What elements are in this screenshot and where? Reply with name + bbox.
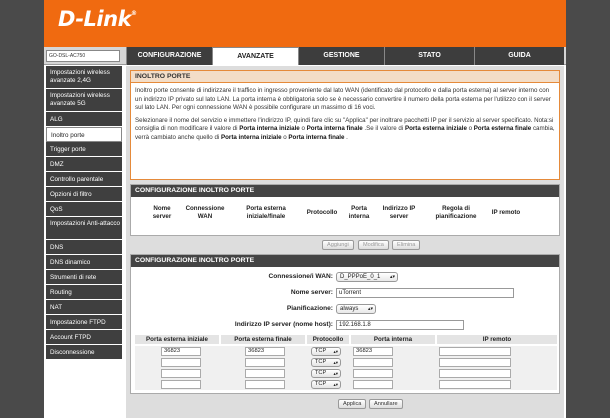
tab-gestione[interactable]: GESTIONE [298, 47, 384, 65]
rules-table-title: CONFIGURAZIONE INOLTRO PORTE [131, 185, 559, 197]
chevron-updown-icon: ▴▾ [333, 349, 338, 354]
wan-select[interactable]: D_PPPoE_0_1 ▴▾ [336, 272, 398, 282]
ext-start-input[interactable] [161, 380, 201, 389]
remote-ip-input[interactable] [439, 380, 511, 389]
tab-guida[interactable]: GUIDA [474, 47, 564, 65]
intro-text [131, 83, 559, 147]
chevron-updown-icon: ▴▾ [333, 382, 338, 387]
delete-button[interactable]: Elimina [392, 240, 420, 250]
internal-port-input[interactable] [353, 380, 393, 389]
main-tabs [126, 47, 564, 65]
col-protocollo-form: Protocollo [307, 335, 349, 344]
col-porta-esterna-finale: Porta esterna finale [221, 335, 305, 344]
server-ip-label: Indirizzo IP server (nome host): [234, 321, 333, 328]
sidebar-item-strumenti-rete[interactable]: Strumenti di rete [46, 270, 122, 285]
rule-form-title: CONFIGURAZIONE INOLTRO PORTE [131, 255, 559, 267]
protocol-select[interactable]: TCP ▴▾ [311, 358, 341, 367]
col-nome-server: Nome server [152, 205, 172, 220]
col-porta-esterna: Porta esterna iniziale/finale [246, 205, 286, 220]
remote-ip-input[interactable] [439, 358, 511, 367]
ext-end-input[interactable]: 36823 [245, 347, 285, 356]
ext-end-input[interactable] [245, 369, 285, 378]
server-name-input[interactable]: uTorrent [336, 288, 514, 298]
apply-button[interactable]: Applica [338, 399, 366, 409]
schedule-select[interactable]: always ▴▾ [336, 304, 376, 314]
chevron-updown-icon: ▴▾ [389, 274, 395, 280]
protocol-select[interactable]: TCP ▴▾ [311, 347, 341, 356]
ext-end-input[interactable] [245, 380, 285, 389]
main-content [126, 66, 564, 418]
col-ip-remoto-form: IP remoto [437, 335, 557, 344]
sidebar-item-nat[interactable]: NAT [46, 300, 122, 315]
remote-ip-input[interactable] [439, 369, 511, 378]
sidebar-item-controllo-parentale[interactable]: Controllo parentale [46, 172, 122, 187]
tab-stato[interactable]: STATO [384, 47, 474, 65]
col-porta-esterna-iniziale: Porta esterna iniziale [135, 335, 219, 344]
schedule-label: Pianificazione: [286, 305, 333, 312]
sidebar-item-account-ftpd[interactable]: Account FTPD [46, 330, 122, 345]
internal-port-input[interactable]: 36823 [353, 347, 393, 356]
edit-button[interactable]: Modifica [358, 240, 389, 250]
internal-port-input[interactable] [353, 369, 393, 378]
col-protocollo: Protocollo [306, 208, 338, 216]
sidebar-item-dns-dinamico[interactable]: DNS dinamico [46, 255, 122, 270]
server-name-label: Nome server: [290, 289, 333, 296]
rule-form-section [130, 254, 560, 394]
sidebar-item-opzioni-filtro[interactable]: Opzioni di filtro [46, 187, 122, 202]
protocol-select[interactable]: TCP ▴▾ [311, 369, 341, 378]
nav-bar [44, 47, 566, 65]
intro-title: INOLTRO PORTE [131, 71, 559, 83]
intro-section [130, 70, 560, 180]
chevron-updown-icon: ▴▾ [367, 306, 373, 312]
intro-paragraph-2: Selezionare il nome del servizio e immettere l'indirizzo IP, quindi fare clic su "Applica" per inoltrare pacchetti IP per il servizio al server specificato. Nota:si consiglia di non modificare il valore di Porta interna iniziale o Porta interna finale .Se il valore di Porta esterna iniziale o Porta esterna finale cambia, verrà cambiato anche quello di Porta interna iniziale o Porta interna finale . [135, 116, 555, 141]
ext-start-input[interactable] [161, 369, 201, 378]
model-label: GO-DSL-AC750 [46, 50, 120, 62]
chevron-updown-icon: ▴▾ [333, 371, 338, 376]
sidebar-item-disconnessione[interactable]: Disconnessione [46, 345, 122, 360]
sidebar-item-wireless-24g[interactable]: Impostazioni wireless avanzate 2,4G [46, 66, 122, 89]
sidebar-item-alg[interactable]: ALG [46, 112, 122, 127]
wan-label: Connessione/i WAN: [268, 273, 333, 280]
tab-configurazione[interactable]: CONFIGURAZIONE [126, 47, 212, 65]
add-button[interactable]: Aggiungi [322, 240, 354, 250]
router-admin-page [44, 0, 566, 418]
sidebar-item-anti-attacco[interactable]: Impostazioni Anti-attacco [46, 217, 122, 240]
sidebar-item-dmz[interactable]: DMZ [46, 157, 122, 172]
protocol-select[interactable]: TCP ▴▾ [311, 380, 341, 389]
sidebar [46, 66, 122, 360]
col-porta-interna: Porta interna [348, 205, 370, 220]
cancel-button[interactable]: Annullare [369, 399, 403, 409]
sidebar-item-impostazione-ftpd[interactable]: Impostazione FTPD [46, 315, 122, 330]
col-porta-interna-form: Porta interna [351, 335, 435, 344]
rules-table-header [145, 205, 523, 220]
intro-paragraph-1: Inoltro porte consente di indirizzare il traffico in ingresso proveniente dal lato WAN (identificato dal protocollo e dalla porta esterna) al server interno con un indirizzo IP privato sul lato LAN. La porta interna è obbligatoria solo se è necessario convertire il numero della porta esterna per l'utilizzo con il server sul lato LAN. Per ogni connessione WAN è possibile configurare un massimo di 16 voci. [135, 87, 551, 112]
ext-start-input[interactable]: 36823 [161, 347, 201, 356]
tab-avanzate[interactable]: AVANZATE [212, 47, 298, 65]
sidebar-item-qos[interactable]: QoS [46, 202, 122, 217]
col-regola-pianificazione: Regola di pianificazione [435, 205, 477, 220]
ext-end-input[interactable] [245, 358, 285, 367]
sidebar-item-routing[interactable]: Routing [46, 285, 122, 300]
sidebar-item-wireless-5g[interactable]: Impostazioni wireless avanzate 5G [46, 89, 122, 112]
internal-port-input[interactable] [353, 358, 393, 367]
server-ip-input[interactable]: 192.168.1.8 [336, 320, 464, 330]
ext-start-input[interactable] [161, 358, 201, 367]
sidebar-item-trigger-porte[interactable]: Trigger porte [46, 142, 122, 157]
sidebar-item-dns[interactable]: DNS [46, 240, 122, 255]
chevron-updown-icon: ▴▾ [333, 360, 338, 365]
dlink-logo: D-Link® [58, 7, 137, 31]
rules-table-section [130, 184, 560, 236]
remote-ip-input[interactable] [439, 347, 511, 356]
col-ip-remoto: IP remoto [491, 208, 521, 216]
col-connessione-wan: Connessione WAN [185, 205, 225, 220]
header [44, 0, 566, 47]
col-indirizzo-ip: Indirizzo IP server [382, 205, 416, 220]
sidebar-item-inoltro-porte[interactable]: Inoltro porte [46, 127, 122, 142]
